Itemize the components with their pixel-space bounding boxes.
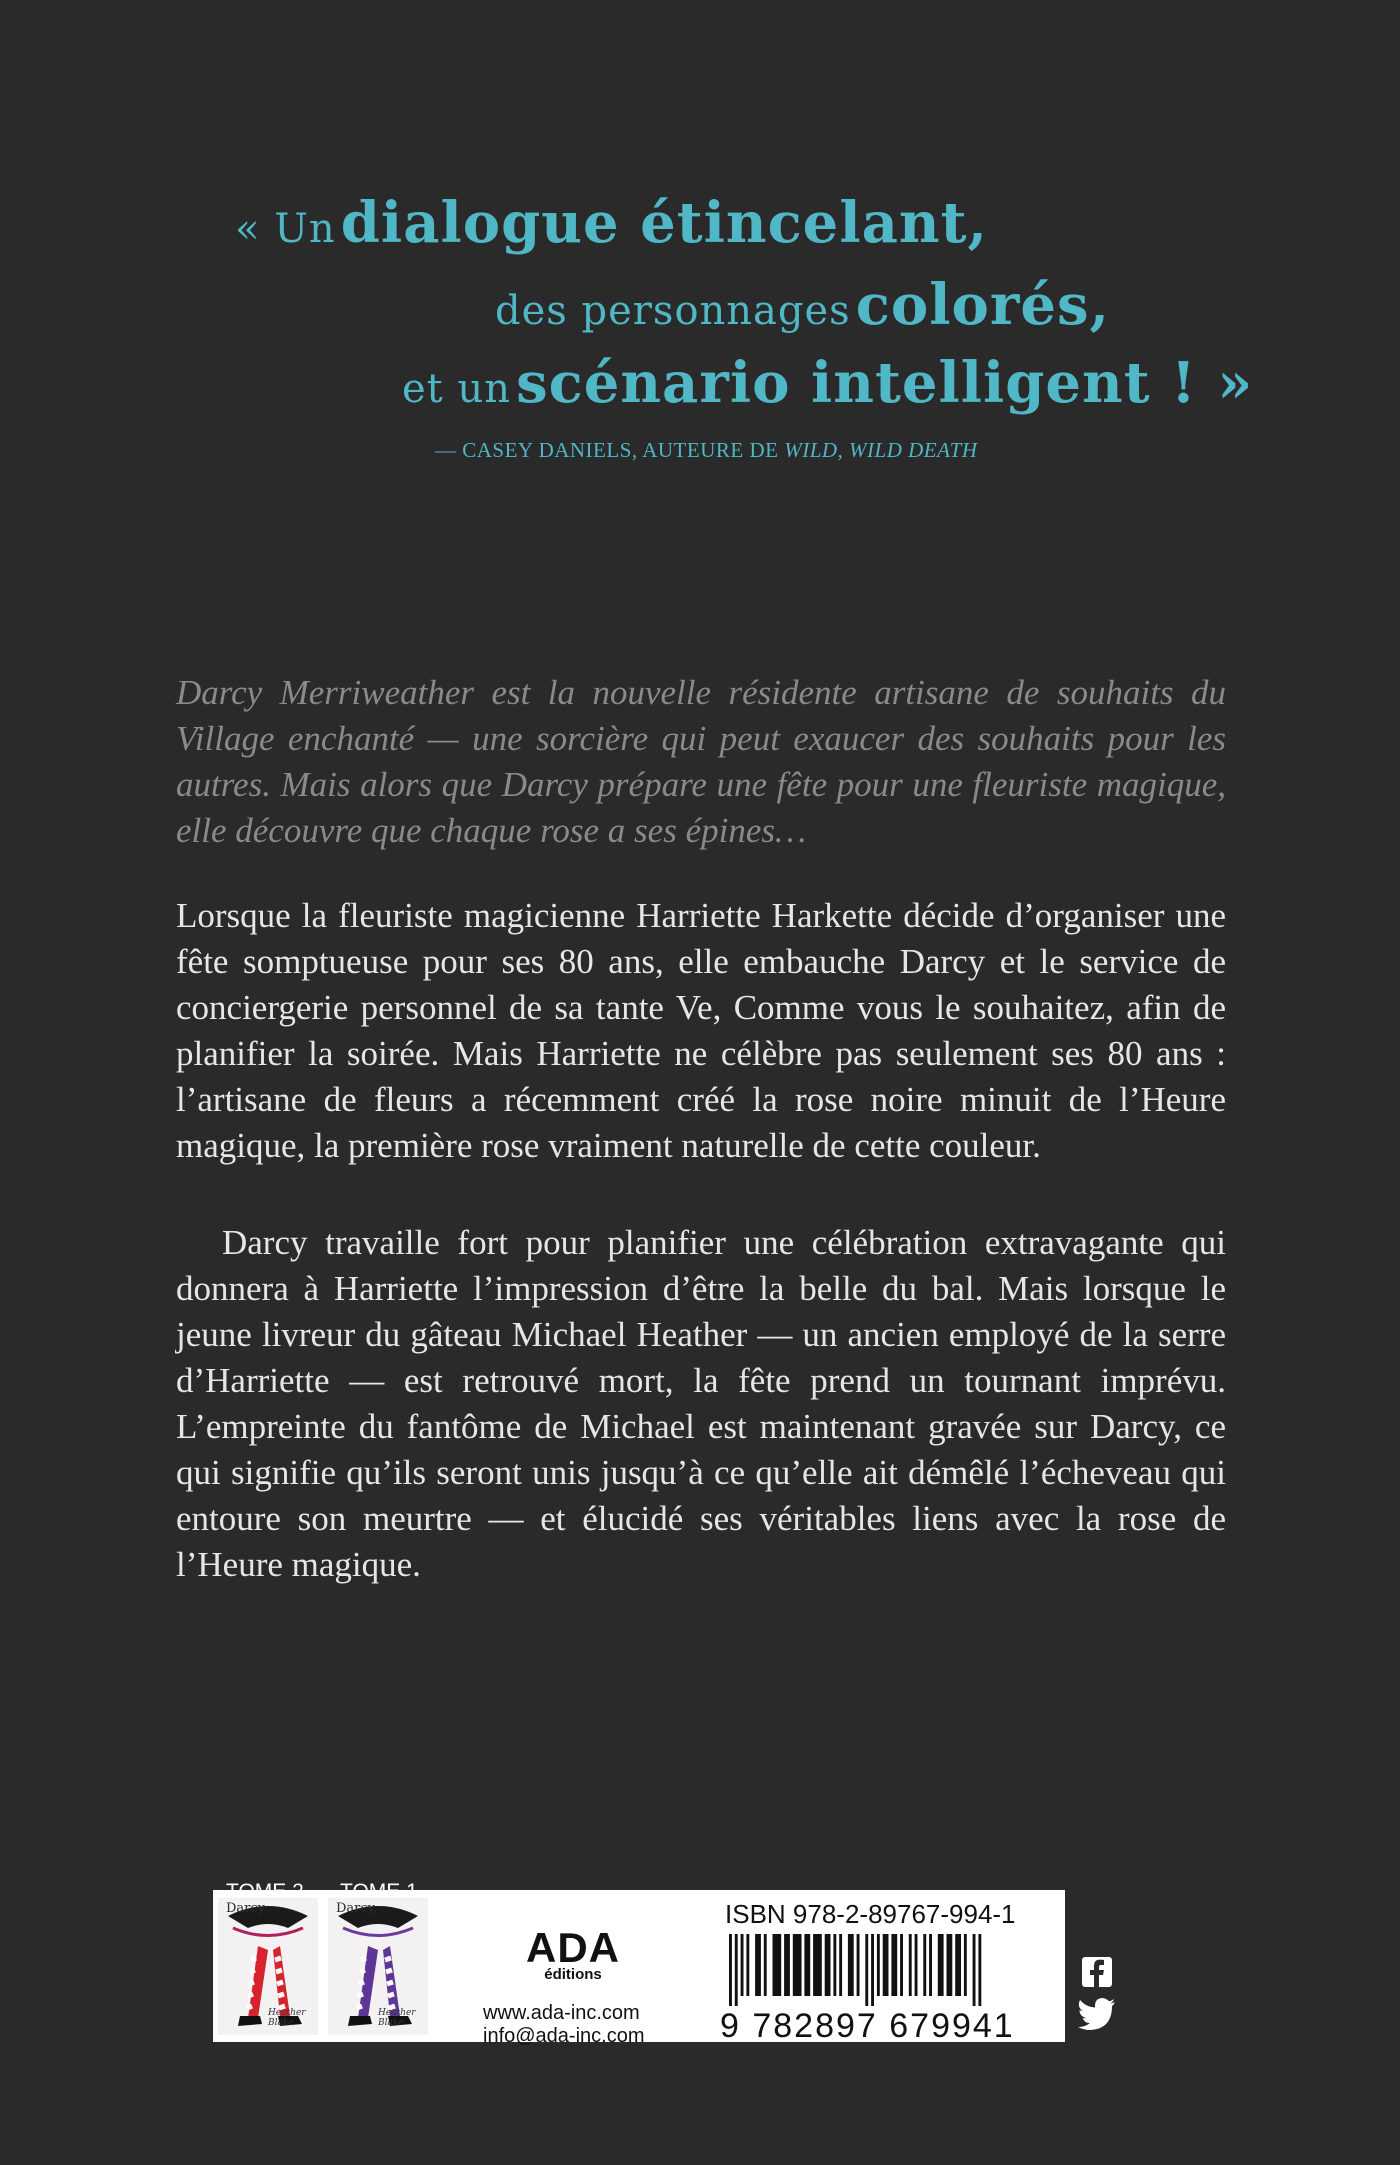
barcode-bar — [764, 1934, 767, 1996]
isbn-barcode — [725, 1934, 1035, 2006]
twitter-icon[interactable] — [1078, 1998, 1116, 2030]
info-strip — [213, 1890, 1065, 2047]
tome-1-title-line1: Darcy, — [336, 1901, 378, 1916]
barcode-bar — [883, 1934, 889, 1996]
tome-2-cover — [218, 1898, 318, 2035]
barcode-bar — [784, 1934, 790, 1996]
barcode-bar — [973, 1934, 976, 2006]
barcode-bar — [877, 1934, 880, 1996]
barcode-bar — [938, 1934, 944, 1996]
barcode-bar — [929, 1934, 932, 1996]
quote-line-3-small: et un — [402, 366, 511, 412]
attribution-prefix: — CASEY DANIELS, AUTEURE DE — [435, 438, 779, 462]
barcode-bar — [923, 1934, 926, 1996]
summary-paragraph-1: Lorsque la fleuriste magicienne Harriette Harkette décide d’organiser une fête somptueuse pour ses 80 ans, elle embauche Darcy et le service de conciergerie personnel de sa tante Ve, Comme vous le souhaitez, afin de planifier la soirée. Mais Harriette ne célèbre pas seulement ses 80 ans : l’artisane de fleurs a récemment créé la rose noire minuit de l’Heure magique, la première rose vraiment naturelle de cette couleur. — [176, 896, 1226, 1165]
barcode-bar — [839, 1934, 842, 1996]
barcode-bar — [915, 1934, 918, 1996]
quote-line-2 — [495, 272, 1110, 338]
quote-line-1-open: « Un — [235, 206, 336, 252]
quote-line-1-bold: dialogue étincelant, — [340, 190, 988, 256]
blurb: Darcy Merriweather est la nouvelle résidente artisane de souhaits du Village enchanté — une sorcière qui peut exaucer des souhaits pour les autres. Mais alors que Darcy prépare une fête pour une fleuriste magique, elle découvre que chaque rose a ses épines… — [176, 673, 1226, 850]
barcode-bar — [955, 1934, 961, 1996]
facebook-icon-glyph — [1082, 1957, 1112, 1987]
tome-2-author: Heather Blake — [268, 2008, 306, 2028]
publisher-website[interactable]: www.ada-inc.com — [483, 2002, 640, 2024]
facebook-icon[interactable] — [1082, 1957, 1112, 1987]
publisher-email[interactable]: info@ada-inc.com — [483, 2025, 645, 2047]
quote-line-3-bold: scénario intelligent ! » — [516, 350, 1254, 416]
barcode-bar — [735, 1934, 738, 2006]
barcode-bar — [857, 1934, 860, 1996]
barcode-bar — [865, 1934, 868, 2006]
ada-logo-sub: éditions — [544, 1966, 602, 1983]
barcode-bar — [793, 1934, 802, 1996]
barcode-bar — [871, 1934, 874, 2006]
ada-logo-main: ADA — [526, 1924, 620, 1971]
attribution-title: WILD, WILD DEATH — [784, 438, 978, 462]
barcode-bar — [825, 1934, 831, 1996]
barcode-bar — [978, 1934, 981, 2006]
summary-paragraph-2: Darcy travaille fort pour planifier une célébration extravagante qui donnera à Harriette l’impression d’être la belle du bal. Mais lorsque le jeune livreur du gâteau Michael Heather — un ancien employé de la serre d’Harriette — est retrouvé mort, la fête prend un tournant imprévu. L’empreinte du fantôme de Michael est maintenant gravée sur Darcy, ce qui signifie qu’ils seront unis jusqu’à ce qu’elle ait démêlé l’écheveau qui entoure son meurtre — et élucidé ses véritables liens avec la rose de l’Heure magique. — [176, 1223, 1226, 1584]
tome-1-author: Heather Blake — [378, 2008, 416, 2028]
tome-2-title-line1: Darcy, — [226, 1901, 268, 1916]
barcode-bar — [755, 1934, 761, 1996]
barcode-bar — [964, 1934, 967, 1996]
quote-line-2-bold: colorés, — [855, 272, 1111, 338]
barcode-bar — [891, 1934, 897, 1996]
barcode-bar — [773, 1934, 782, 1996]
tome-1-cover — [328, 1898, 428, 2035]
barcode-bar — [804, 1934, 810, 1996]
barcode-bar — [947, 1934, 953, 1996]
quote-line-3 — [402, 350, 1253, 416]
barcode-bar — [833, 1934, 836, 1996]
tome-1-title — [336, 1902, 422, 1916]
barcode-bar — [746, 1934, 749, 1996]
ada-logo — [513, 1924, 633, 1983]
barcode-bar — [909, 1934, 912, 1996]
barcode-bar — [729, 1934, 732, 2006]
barcode-bar — [813, 1934, 822, 1996]
barcode-bar — [848, 1934, 854, 1996]
isbn-label: ISBN 978-2-89767-994-1 — [725, 1899, 1016, 1929]
quote-line-2-small: des personnages — [495, 288, 851, 334]
barcode-digits: 9 782897 679941 — [720, 2007, 1015, 2045]
quote-line-1 — [235, 190, 988, 256]
tome-2-title — [226, 1902, 312, 1916]
barcode-bar — [900, 1934, 903, 1996]
quote-attribution — [435, 438, 978, 463]
barcode-bar — [741, 1934, 744, 1996]
